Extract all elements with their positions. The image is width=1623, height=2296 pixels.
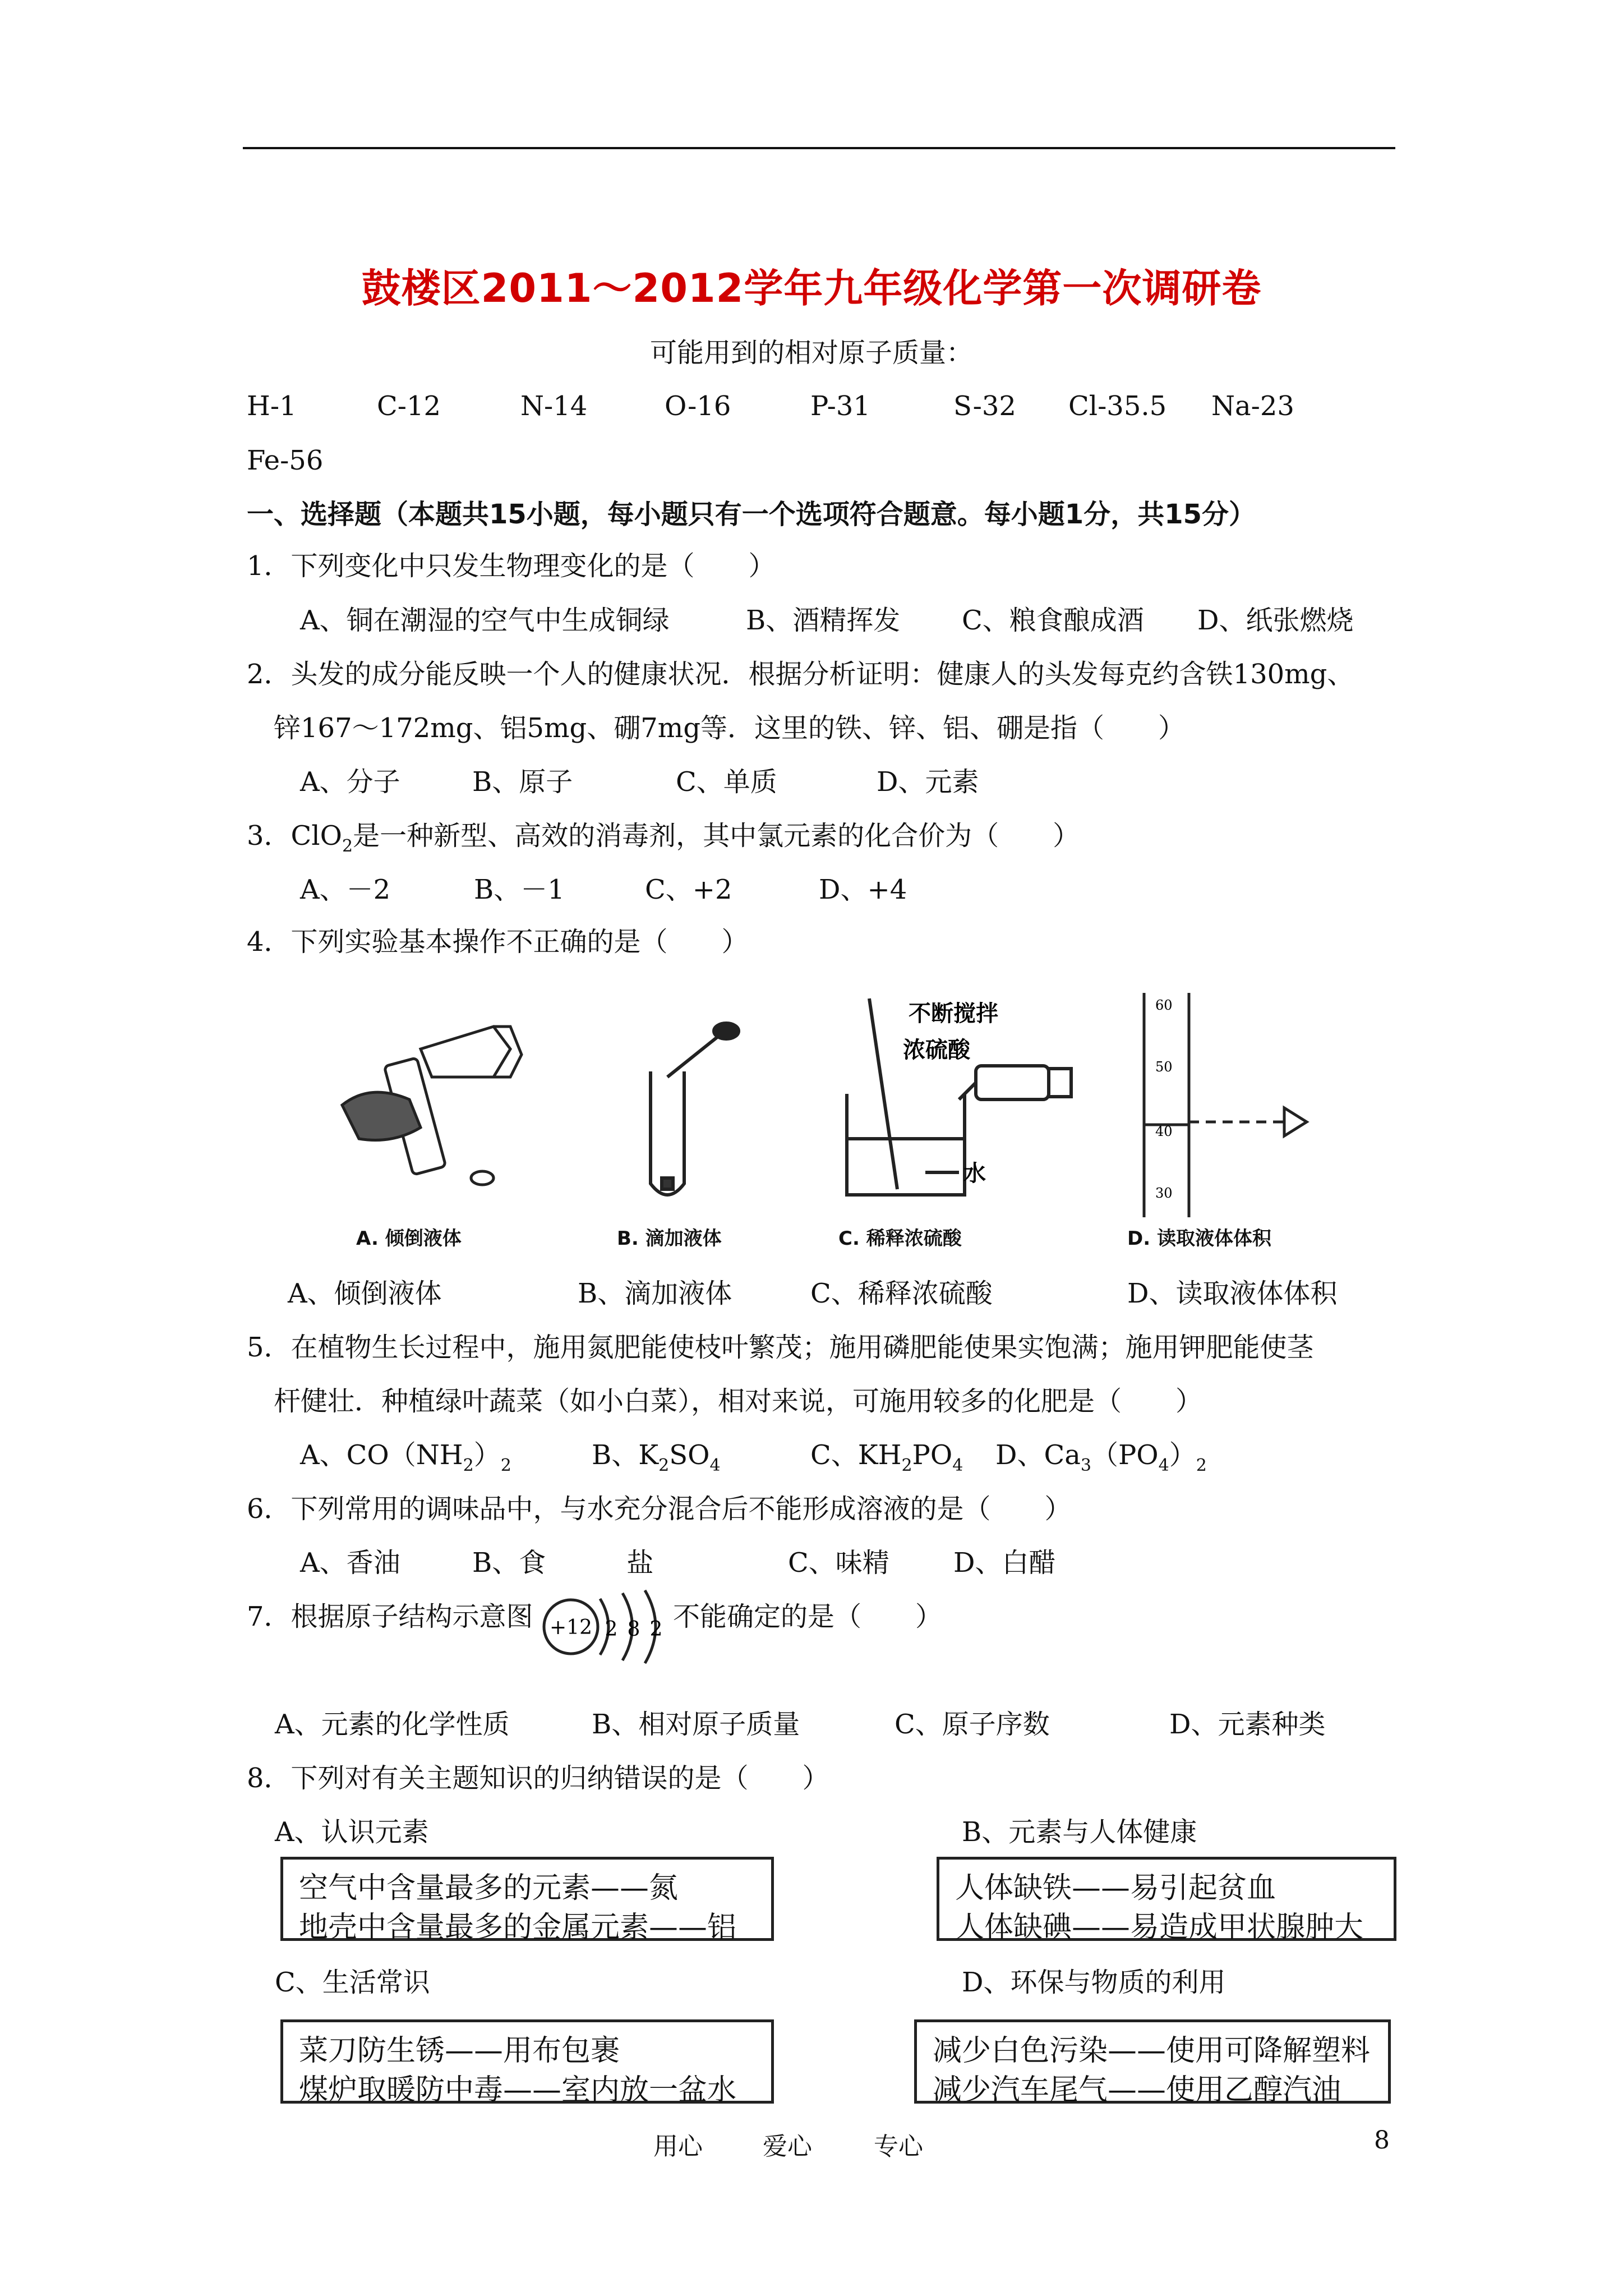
header-rule xyxy=(243,147,1395,149)
footer-right: 专心 xyxy=(874,2132,923,2161)
atomic-mass-n: N-14 xyxy=(520,390,588,422)
atomic-mass-s: S-32 xyxy=(953,390,1016,422)
atom-shell-1: 2 xyxy=(605,1618,618,1641)
caption-b: B. 滴加液体 xyxy=(617,1227,722,1250)
q6-option-a: A、香油 xyxy=(300,1547,400,1579)
dilute-acid-figure xyxy=(824,987,1105,1223)
q5-option-a: A、$CO(NH_2)_2$ xyxy=(300,1439,511,1475)
q3-option-d: D、+4 xyxy=(819,874,907,905)
reading-cylinder-figure xyxy=(1127,987,1340,1223)
q2-option-c: C、单质 xyxy=(676,766,777,798)
section1-heading: 一、选择题（本题共15小题，每小题只有一个选项符合题意。每小题1分，共15分） xyxy=(247,499,1256,530)
q8-box-a-line2: 地壳中含量最多的金属元素——铝 xyxy=(299,1911,737,1945)
q4-option-d: D、读取液体体积 xyxy=(1127,1278,1338,1309)
atomic-mass-h: H-1 xyxy=(247,390,297,422)
caption-d: D. 读取液体体积 xyxy=(1127,1227,1271,1250)
q8-box-c-line2: 煤炉取暖防中毒——室内放一盆水 xyxy=(299,2073,737,2108)
atom-shell-3: 2 xyxy=(649,1618,663,1641)
atomic-mass-p: P-31 xyxy=(810,390,870,422)
tick-60: 60 xyxy=(1155,997,1173,1013)
q8-box-a-line1: 空气中含量最多的元素——氮 xyxy=(299,1871,679,1905)
page-title: 鼓楼区2011～2012学年九年级化学第一次调研卷 xyxy=(361,265,1262,311)
atom-structure-diagram xyxy=(538,1582,679,1672)
q8-label-d: D、环保与物质的利用 xyxy=(962,1967,1226,1998)
q7-option-b: B、相对原子质量 xyxy=(592,1709,800,1740)
q4-option-b: B、滴加液体 xyxy=(578,1278,732,1309)
q5-option-c: C、$KH_2PO_4$ xyxy=(810,1439,963,1475)
q6-option-b: B、食 盐 xyxy=(472,1547,654,1579)
atomic-mass-na: Na-23 xyxy=(1211,390,1294,422)
caption-a: A. 倾倒液体 xyxy=(356,1227,462,1250)
q8-label-a: A、认识元素 xyxy=(275,1816,429,1848)
tick-30: 30 xyxy=(1155,1185,1173,1201)
q8-label-c: C、生活常识 xyxy=(275,1967,430,1998)
footer-mid: 爱心 xyxy=(763,2132,812,2161)
q5-option-d: D、$Ca_3(PO_4)_2$ xyxy=(995,1439,1207,1475)
q4-stem: 4．下列实验基本操作不正确的是（ ） xyxy=(247,926,749,958)
q4-option-c: C、稀释浓硫酸 xyxy=(810,1278,993,1309)
q1-stem: 1．下列变化中只发生物理变化的是（ ） xyxy=(247,550,776,582)
q8-box-d xyxy=(914,2019,1391,2108)
q1-option-c: C、粮食酿成酒 xyxy=(962,605,1144,636)
q3-option-c: C、+2 xyxy=(645,874,732,905)
q6-option-d: D、白醋 xyxy=(953,1547,1056,1579)
atomic-mass-cl: Cl-35.5 xyxy=(1068,390,1167,422)
q2-option-b: B、原子 xyxy=(472,766,573,798)
caption-c: C. 稀释浓硫酸 xyxy=(838,1227,962,1250)
q8-box-b xyxy=(937,1857,1396,1945)
tick-40: 40 xyxy=(1155,1124,1173,1139)
q2-stem-line1: 2．头发的成分能反映一个人的健康状况．根据分析证明：健康人的头发每克约含铁130mg、 xyxy=(247,659,1354,690)
q8-box-d-line1: 减少白色污染——使用可降解塑料 xyxy=(933,2034,1371,2068)
atomic-mass-c: C-12 xyxy=(377,390,441,422)
q8-stem: 8．下列对有关主题知识的归纳错误的是（ ） xyxy=(247,1763,829,1794)
q8-box-c xyxy=(280,2019,774,2108)
atomic-mass-o: O-16 xyxy=(665,390,731,422)
atom-shell-2: 8 xyxy=(627,1618,640,1641)
q8-box-b-line1: 人体缺铁——易引起贫血 xyxy=(955,1871,1276,1905)
q5-stem-line1: 5．在植物生长过程中，施用氮肥能使枝叶繁茂；施用磷肥能使果实饱满；施用钾肥能使茎 xyxy=(247,1332,1314,1363)
acid-label: 浓硫酸 xyxy=(903,1037,970,1063)
q2-option-d: D、元素 xyxy=(877,766,979,798)
q5-stem-line2: 杆健壮．种植绿叶蔬菜（如小白菜），相对来说，可施用较多的化肥是（ ） xyxy=(274,1386,1203,1417)
q6-option-c: C、味精 xyxy=(788,1547,889,1579)
q7-option-a: A、元素的化学性质 xyxy=(275,1709,510,1740)
q6-stem: 6．下列常用的调味品中，与水充分混合后不能形成溶液的是（ ） xyxy=(247,1493,1072,1525)
q1-option-a: A、铜在潮湿的空气中生成铜绿 xyxy=(300,605,670,636)
q7-option-d: D、元素种类 xyxy=(1169,1709,1326,1740)
stir-label: 不断搅拌 xyxy=(909,1001,998,1027)
q8-box-d-line2: 减少汽车尾气——使用乙醇汽油 xyxy=(933,2073,1341,2108)
q8-box-a xyxy=(280,1857,774,1945)
atom-nucleus: +12 xyxy=(550,1616,592,1639)
q8-box-b-line2: 人体缺碘——易造成甲状腺肿大 xyxy=(955,1911,1364,1945)
page-number: 8 xyxy=(1374,2126,1390,2155)
q2-option-a: A、分子 xyxy=(300,766,400,798)
q2-stem-line2: 锌167～172mg、铝5mg、硼7mg等．这里的铁、锌、铝、硼是指（ ） xyxy=(274,712,1186,744)
q7-stem-pre: 7．根据原子结构示意图 xyxy=(247,1601,533,1632)
dropper-figure xyxy=(628,1015,768,1217)
atomic-mass-heading: 可能用到的相对原子质量： xyxy=(649,337,973,369)
atomic-mass-fe: Fe-56 xyxy=(247,445,324,476)
q1-option-d: D、纸张燃烧 xyxy=(1197,605,1354,636)
q1-option-b: B、酒精挥发 xyxy=(746,605,901,636)
q3-option-a: A、－2 xyxy=(300,874,391,905)
footer-left: 用心 xyxy=(653,2132,703,2161)
q3-stem: 3．ClO$_2$是一种新型、高效的消毒剂，其中氯元素的化合价为（ ） xyxy=(247,820,1080,856)
water-label: 水 xyxy=(963,1161,986,1186)
q5-option-b: B、$K_2SO_4$ xyxy=(592,1439,721,1475)
tick-50: 50 xyxy=(1155,1059,1173,1075)
q7-option-c: C、原子序数 xyxy=(895,1709,1050,1740)
q4-option-a: A、倾倒液体 xyxy=(288,1278,442,1309)
pouring-liquid-figure xyxy=(325,1015,538,1217)
q7-stem-post: 不能确定的是（ ） xyxy=(673,1601,943,1632)
q3-option-b: B、－1 xyxy=(474,874,565,905)
q8-label-b: B、元素与人体健康 xyxy=(962,1816,1197,1848)
q8-box-c-line1: 菜刀防生锈——用布包裹 xyxy=(299,2034,620,2068)
